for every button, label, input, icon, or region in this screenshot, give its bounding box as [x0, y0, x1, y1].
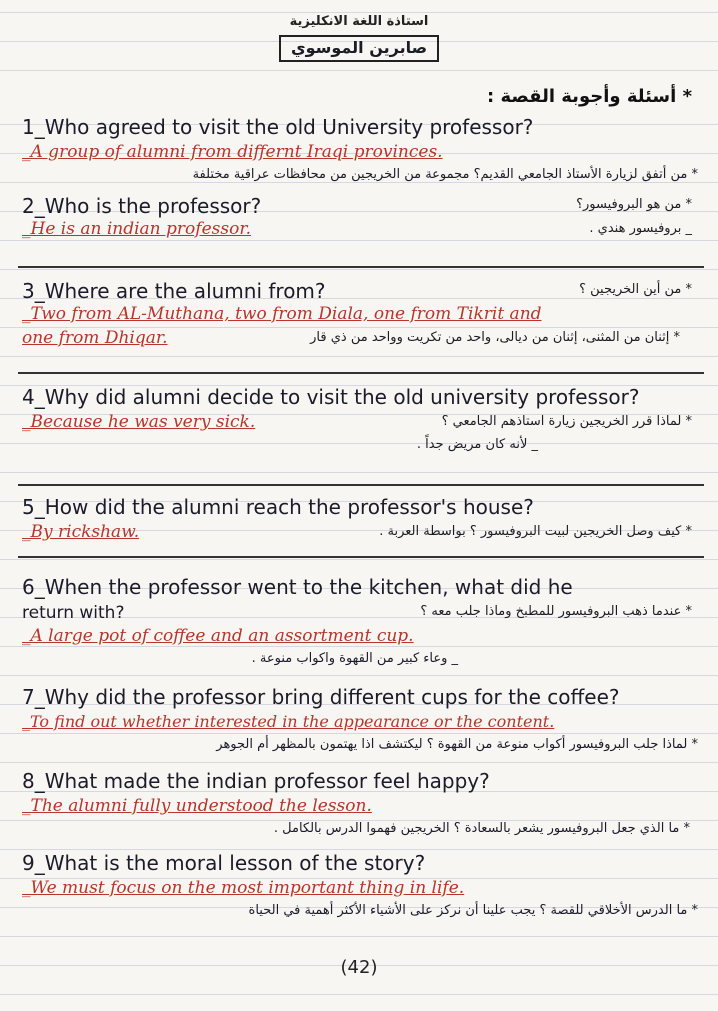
qa-item-1 — [22, 114, 698, 186]
divider — [18, 556, 704, 558]
divider — [18, 266, 704, 268]
question-ar: * ما الذي جعل البروفيسور يشعر بالسعادة ؟ الخريجين فهموا الدرس بالكامل . — [273, 821, 690, 836]
question-en: 3_Where are the alumni from? — [22, 279, 326, 303]
question-ar: * من هو البروفيسور؟ — [576, 197, 692, 212]
question-en: 8_What made the indian professor feel happy? — [22, 769, 490, 793]
question-en: 2_Who is the professor? — [22, 194, 262, 218]
answer-en-continued: one from Dhiqar. — [22, 328, 168, 348]
page-number: (42) — [340, 957, 378, 978]
qa-item-5 — [22, 494, 698, 544]
answer-en: _We must focus on the most important thing in life. — [22, 878, 465, 898]
answer-en: _Two from AL-Muthana, two from Diala, one from Tikrit and — [22, 304, 542, 324]
question-en: 4_Why did alumni decide to visit the old university professor? — [22, 385, 640, 409]
question-en: 1_Who agreed to visit the old University professor? — [22, 115, 534, 139]
qa-item-9 — [22, 850, 698, 922]
question-en-continued: return with? — [22, 603, 125, 623]
teacher-name-box: صابرين الموسوي — [279, 35, 439, 62]
question-ar: * كيف وصل الخريجين لبيت البروفيسور ؟ بواسطة العربة . — [379, 524, 692, 539]
divider — [18, 372, 704, 374]
divider — [18, 484, 704, 486]
teacher-title: استاذة اللغة الانكليزية — [289, 14, 429, 29]
question-ar: * عندما ذهب البروفيسور للمطبخ وماذا جلب معه ؟ — [420, 604, 692, 619]
question-en: 9_What is the moral lesson of the story? — [22, 851, 426, 875]
question-ar: * لماذا قرر الخريجين زيارة استاذهم الجامعي ؟ — [441, 414, 692, 429]
answer-ar: * إثنان من المثنى، إثنان من ديالى، واحد من تكريت وواحد من ذي قار — [310, 330, 680, 345]
question-en: 5_How did the alumni reach the professor's house? — [22, 495, 534, 519]
answer-en: _A large pot of coffee and an assortment cup. — [22, 626, 414, 646]
qa-item-4 — [22, 384, 698, 456]
qa-item-8 — [22, 768, 698, 840]
section-title: * أسئلة وأجوبة القصة : — [487, 86, 692, 107]
answer-en: _To find out whether interested in the appearance or the content. — [22, 712, 555, 731]
answer-en: _The alumni fully understood the lesson. — [22, 796, 372, 816]
qa-item-2 — [22, 193, 698, 241]
question-ar: * من أتفق لزيارة الأستاذ الجامعي القديم؟ مجموعة من الخريجين من محافظات عراقية مختلفة — [192, 167, 698, 182]
answer-en: _A group of alumni from differnt Iraqi provinces. — [22, 142, 443, 162]
question-en: 6_When the professor went to the kitchen, what did he — [22, 575, 573, 599]
page-header — [0, 14, 718, 62]
question-ar: * لماذا جلب البروفيسور أكواب منوعة من القهوة ؟ ليكتشف اذا يهتمون بالمظهر أم الجوهر — [216, 737, 698, 752]
answer-ar: _ وعاء كبير من القهوة واكواب منوعة . — [251, 651, 458, 666]
answer-ar: _ بروفيسور هندي . — [589, 221, 692, 236]
qa-item-6 — [22, 574, 698, 670]
question-en: 7_Why did the professor bring different cups for the coffee? — [22, 685, 620, 709]
qa-item-7 — [22, 684, 698, 756]
answer-en: _By rickshaw. — [22, 522, 140, 542]
qa-item-3 — [22, 278, 698, 350]
answer-ar: _ لأنه كان مريض جداً . — [416, 437, 538, 452]
question-ar: * ما الدرس الأخلاقي للقصة ؟ يجب علينا أن نركز على الأشياء الأكثر أهمية في الحياة — [248, 903, 698, 918]
answer-en: _Because he was very sick. — [22, 412, 256, 432]
question-ar: * من أين الخريجين ؟ — [579, 282, 692, 297]
answer-en: _He is an indian professor. — [22, 219, 251, 239]
